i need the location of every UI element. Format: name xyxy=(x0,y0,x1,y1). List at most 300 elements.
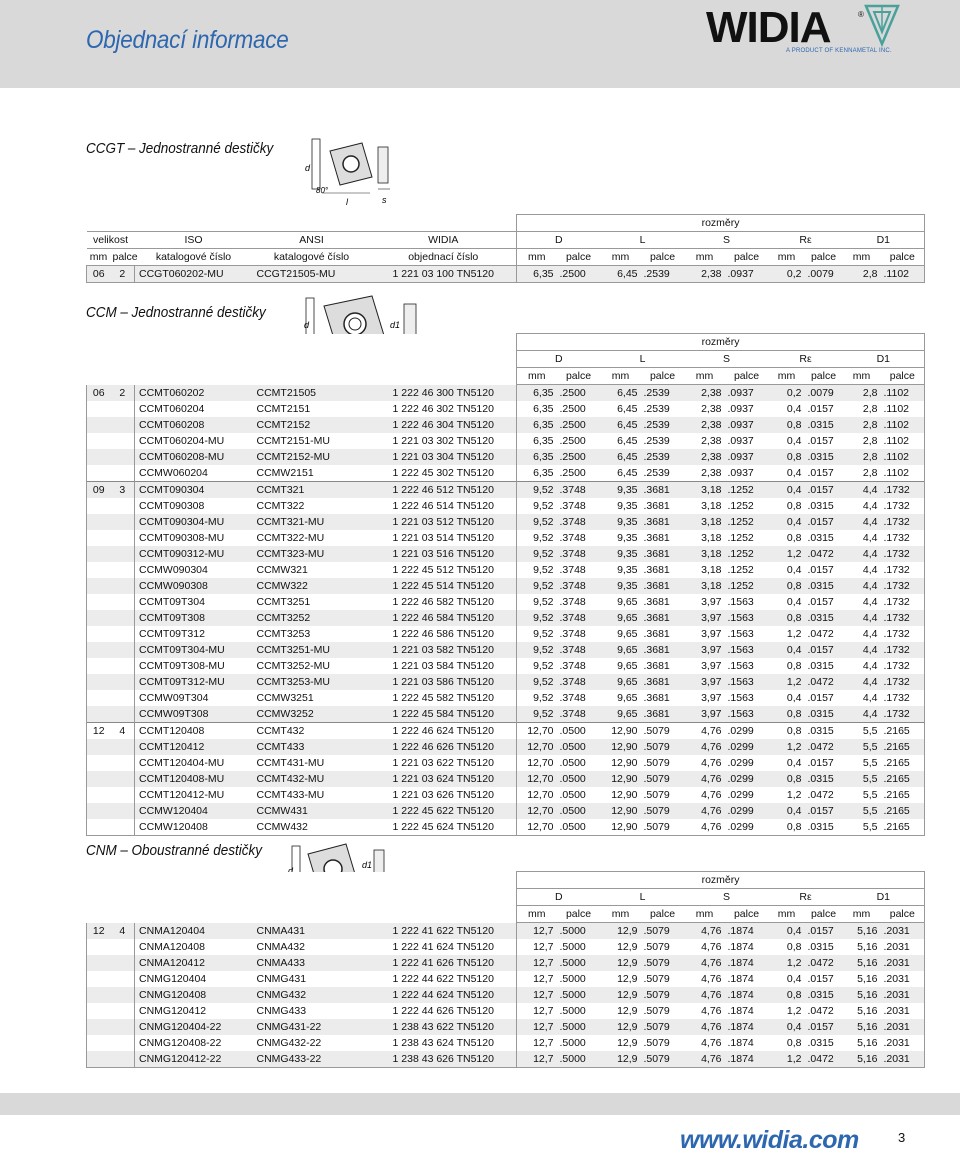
cell-widia: 1 222 46 304 TN5120 xyxy=(371,417,517,433)
cell-d1-mm: 5,16 xyxy=(857,1005,878,1017)
cell-iso: CCGT060202-MU xyxy=(135,266,253,283)
cell-iso: CCMW060204 xyxy=(139,467,208,479)
cell-ansi: CCMT2152 xyxy=(253,417,371,433)
cell-iso: CCMW090308 xyxy=(135,578,253,594)
cell-d1-in: .2031 xyxy=(881,1051,925,1068)
cell-d1-in: .1102 xyxy=(881,465,925,482)
cell-d1-mm: 4,4 xyxy=(862,596,878,608)
cell-size-mm xyxy=(87,610,111,626)
cell-l-in: .3681 xyxy=(641,674,685,690)
cell-widia: 1 221 03 582 TN5120 xyxy=(371,642,517,658)
header-mm: mm xyxy=(601,249,641,266)
table-row xyxy=(87,658,925,674)
cell-re-in: .0315 xyxy=(807,660,834,672)
cell-s-mm: 3,97 xyxy=(701,660,722,672)
header-d: D xyxy=(517,232,601,249)
cell-l-in: .5079 xyxy=(641,739,685,755)
diagram-label-d1: d1 xyxy=(390,320,401,330)
cell-s-mm: 4,76 xyxy=(701,973,722,985)
cell-d1-in: .2031 xyxy=(881,1003,925,1019)
cell-l-in: .5079 xyxy=(641,1019,685,1035)
cell-s-mm: 3,97 xyxy=(685,706,725,723)
cell-d-in: .5000 xyxy=(557,1019,601,1035)
header-l: L xyxy=(601,351,685,368)
header-l: L xyxy=(601,889,685,906)
cell-d-in: .2500 xyxy=(559,467,586,479)
cell-l-in: .3681 xyxy=(643,692,670,704)
cell-s-mm: 2,38 xyxy=(685,417,725,433)
cell-iso: CCMW090304 xyxy=(139,564,208,576)
page-number: 3 xyxy=(898,1130,906,1145)
cell-l-mm: 12,9 xyxy=(601,923,641,940)
cell-d1-mm: 4,4 xyxy=(862,628,878,640)
cell-size-mm: 09 xyxy=(87,482,111,499)
cell-widia: 1 222 46 512 TN5120 xyxy=(371,482,517,499)
cell-size-in xyxy=(111,562,135,578)
cell-re-in: .0315 xyxy=(805,610,843,626)
cell-d1-in: .1732 xyxy=(881,642,925,658)
cell-iso: CCMT060202 xyxy=(135,385,253,402)
cell-d1-in: .1732 xyxy=(881,626,925,642)
cell-widia: 1 221 03 516 TN5120 xyxy=(371,546,517,562)
cell-l-mm: 9,35 xyxy=(617,564,638,576)
table-row xyxy=(87,482,925,499)
cell-d1-in: .1732 xyxy=(881,498,925,514)
cell-s-mm: 4,76 xyxy=(685,987,725,1003)
cell-re-mm: 0,4 xyxy=(769,923,805,940)
cell-s-in: .1252 xyxy=(725,578,769,594)
cell-iso: CCMT060208 xyxy=(135,417,253,433)
cell-widia: 1 222 46 514 TN5120 xyxy=(392,500,494,512)
cell-l-in: .5079 xyxy=(643,789,670,801)
table-row xyxy=(87,385,925,402)
cell-s-mm: 3,18 xyxy=(685,514,725,530)
cell-l-in: .5079 xyxy=(641,1051,685,1068)
cell-size-in xyxy=(111,658,135,674)
cell-size-in xyxy=(111,739,135,755)
cell-l-in: .3681 xyxy=(641,610,685,626)
cell-s-in: .1874 xyxy=(727,941,754,953)
cell-d1-mm: 4,4 xyxy=(843,514,881,530)
cell-s-in: .1874 xyxy=(725,987,769,1003)
header-mm: mm xyxy=(685,368,725,385)
cell-d1-in: .2031 xyxy=(881,987,925,1003)
cell-ansi: CCMT2151-MU xyxy=(256,435,331,447)
cell-size-mm xyxy=(87,1035,111,1051)
cell-re-in: .0315 xyxy=(805,578,843,594)
cell-widia: 1 221 03 512 TN5120 xyxy=(371,514,517,530)
cell-ansi: CNMG431 xyxy=(256,973,307,985)
cell-d-in: .3748 xyxy=(557,546,601,562)
header-mm: mm xyxy=(601,906,641,923)
cell-l-mm: 12,9 xyxy=(601,987,641,1003)
cell-l-mm: 9,35 xyxy=(617,532,638,544)
cell-size-mm xyxy=(87,514,111,530)
cell-d-mm: 9,52 xyxy=(517,498,557,514)
cell-size-in: 4 xyxy=(111,923,135,940)
table-row xyxy=(87,626,925,642)
cell-d1-mm: 5,5 xyxy=(843,803,881,819)
cell-l-mm: 9,65 xyxy=(601,706,641,723)
header-palce: palce xyxy=(641,249,685,266)
cell-s-mm: 3,18 xyxy=(701,564,722,576)
cell-size-in xyxy=(111,546,135,562)
cell-d-in: .0500 xyxy=(559,789,586,801)
cell-d1-in: .1102 xyxy=(881,401,925,417)
cell-re-mm: 0,4 xyxy=(769,642,805,658)
header-mm: mm xyxy=(769,249,805,266)
cell-l-mm: 6,45 xyxy=(617,467,638,479)
cell-size-in xyxy=(111,498,135,514)
cell-size-mm xyxy=(87,498,111,514)
cell-l-mm: 9,65 xyxy=(601,674,641,690)
cell-d-mm: 6,35 xyxy=(517,401,557,417)
cell-re-mm: 0,4 xyxy=(786,403,802,415)
header-d1: D1 xyxy=(843,232,925,249)
cell-d-in: .5000 xyxy=(559,1037,586,1049)
cell-widia: 1 221 03 302 TN5120 xyxy=(392,435,494,447)
cell-size-in xyxy=(111,594,135,610)
cell-s-mm: 4,76 xyxy=(701,789,722,801)
cell-iso: CCMT09T304-MU xyxy=(135,642,253,658)
section-subtitle: Oboustranné destičky xyxy=(131,842,263,859)
cell-ansi: CNMG431-22 xyxy=(253,1019,371,1035)
cell-l-in: .2539 xyxy=(643,467,670,479)
cell-size-in xyxy=(111,1035,135,1051)
cell-d1-in: .1102 xyxy=(881,417,925,433)
header-rozmery: rozměry xyxy=(517,215,925,232)
cell-size-mm xyxy=(87,658,111,674)
cell-d-in: .0500 xyxy=(557,771,601,787)
ccgt-table xyxy=(86,214,925,283)
cell-iso: CNMA120404 xyxy=(135,923,253,940)
cell-iso: CCMT090312-MU xyxy=(135,546,253,562)
cell-d-mm: 6,35 xyxy=(517,385,557,402)
cell-size-in xyxy=(111,1003,135,1019)
cell-d-in: .3748 xyxy=(557,578,601,594)
cell-re-mm: 0,4 xyxy=(786,692,802,704)
cell-d1-in: .1732 xyxy=(881,578,925,594)
cell-re-mm: 1,2 xyxy=(769,674,805,690)
cell-ansi: CCMT321-MU xyxy=(253,514,371,530)
cell-size-mm xyxy=(87,739,111,755)
cell-s-mm: 3,97 xyxy=(685,610,725,626)
table-row xyxy=(87,923,925,940)
cell-re-in: .0315 xyxy=(805,417,843,433)
cell-d-in: .2500 xyxy=(559,435,586,447)
cell-d-mm: 12,70 xyxy=(517,819,557,836)
cell-l-mm: 9,35 xyxy=(601,578,641,594)
cell-re-mm: 0,8 xyxy=(769,610,805,626)
cell-d1-mm: 5,16 xyxy=(843,923,881,940)
cell-widia: 1 222 45 302 TN5120 xyxy=(392,467,494,479)
cell-l-mm: 9,65 xyxy=(617,628,638,640)
cell-d1-in: .1732 xyxy=(881,530,925,546)
cell-size-in xyxy=(111,955,135,971)
header-ansi-sub: katalogové číslo xyxy=(253,249,371,266)
cell-s-in: .0299 xyxy=(725,739,769,755)
header-palce: palce xyxy=(881,368,925,385)
cell-l-in: .3681 xyxy=(641,642,685,658)
cell-size-mm xyxy=(87,1051,111,1068)
cell-size-in xyxy=(111,401,135,417)
cell-widia: 1 221 03 304 TN5120 xyxy=(371,449,517,465)
cell-ansi: CCMT3252-MU xyxy=(256,660,331,672)
cell-d-in: .0500 xyxy=(557,803,601,819)
cell-d1-in: .1732 xyxy=(881,610,925,626)
cell-re-in: .0157 xyxy=(805,803,843,819)
cell-l-mm: 12,90 xyxy=(611,789,638,801)
cell-d1-mm: 4,4 xyxy=(862,564,878,576)
cell-widia: 1 222 44 622 TN5120 xyxy=(392,973,494,985)
cell-ansi: CCMT322 xyxy=(256,500,305,512)
cell-d-mm: 9,52 xyxy=(517,626,557,642)
cell-size-mm xyxy=(87,771,111,787)
header-re: Rε xyxy=(769,351,843,368)
cell-iso: CCMT120404-MU xyxy=(139,757,225,769)
cell-ansi: CCMW2151 xyxy=(256,467,314,479)
cell-d-mm: 9,52 xyxy=(517,530,557,546)
cell-widia: 1 222 41 624 TN5120 xyxy=(392,941,494,953)
cell-l-in: .2539 xyxy=(641,385,685,402)
cell-re-mm: 0,4 xyxy=(769,514,805,530)
cell-re-mm: 0,4 xyxy=(786,435,802,447)
cell-size-mm: 06 xyxy=(87,266,111,283)
section-title-ccm: CCM – Jednostranné destičky xyxy=(86,304,266,321)
cell-l-mm: 6,45 xyxy=(617,435,638,447)
cell-size-in: 2 xyxy=(111,266,135,283)
cell-d1-in: .1732 xyxy=(881,690,925,706)
cell-ansi: CNMA433 xyxy=(253,955,371,971)
cell-l-in: .5079 xyxy=(643,757,670,769)
cell-d-in: .2500 xyxy=(557,417,601,433)
cell-size-mm: 12 xyxy=(87,923,111,940)
table-row xyxy=(87,266,925,283)
cell-d-mm: 9,52 xyxy=(517,562,557,578)
cell-l-in: .5079 xyxy=(641,771,685,787)
cell-size-in xyxy=(111,530,135,546)
cell-s-in: .1874 xyxy=(725,1051,769,1068)
header-mm: mm xyxy=(769,906,805,923)
cell-d1-mm: 2,8 xyxy=(862,435,878,447)
cell-re-in: .0157 xyxy=(805,482,843,499)
cell-l-in: .3681 xyxy=(641,514,685,530)
cell-d-mm: 6,35 xyxy=(517,266,557,283)
cell-ansi: CCMT2152-MU xyxy=(253,449,371,465)
section-subtitle: Jednostranné destičky xyxy=(131,304,266,321)
header-rozmery: rozměry xyxy=(517,872,925,889)
cell-d-in: .3748 xyxy=(557,642,601,658)
website-link[interactable]: www.widia.com xyxy=(680,1126,859,1154)
cell-s-in: .0937 xyxy=(725,266,769,283)
cell-iso: CCMT09T304 xyxy=(139,596,205,608)
header-mm: mm xyxy=(87,249,111,266)
cell-iso: CNMG120404-22 xyxy=(135,1019,253,1035)
cell-l-in: .5079 xyxy=(641,803,685,819)
cell-d-mm: 12,7 xyxy=(517,971,557,987)
cell-d1-in: .1102 xyxy=(881,449,925,465)
cell-d1-mm: 2,8 xyxy=(843,417,881,433)
cell-d-in: .3748 xyxy=(557,674,601,690)
cell-iso: CNMA120412 xyxy=(135,955,253,971)
cell-size-mm xyxy=(87,642,111,658)
cell-re-mm: 0,8 xyxy=(769,578,805,594)
header-palce: palce xyxy=(111,249,135,266)
cell-ansi: CCMW432 xyxy=(253,819,371,836)
cell-d1-mm: 5,5 xyxy=(862,789,878,801)
cell-l-mm: 12,9 xyxy=(601,955,641,971)
cell-l-mm: 9,35 xyxy=(601,482,641,499)
cell-l-mm: 6,45 xyxy=(601,266,641,283)
cell-ansi: CNMG432-22 xyxy=(256,1037,322,1049)
cell-re-mm: 0,4 xyxy=(769,803,805,819)
cell-widia: 1 222 45 584 TN5120 xyxy=(371,706,517,723)
cell-ansi: CNMA432 xyxy=(256,941,305,953)
diagram-label-l: l xyxy=(346,197,348,207)
ccgt-insert-diagram xyxy=(300,133,410,213)
cell-iso: CCMW09T308 xyxy=(135,706,253,723)
cell-size-mm xyxy=(87,401,111,417)
cell-re-in: .0472 xyxy=(807,789,834,801)
cell-s-mm: 4,76 xyxy=(701,757,722,769)
cell-l-mm: 9,35 xyxy=(601,514,641,530)
cell-widia: 1 222 46 582 TN5120 xyxy=(392,596,494,608)
cell-re-in: .0315 xyxy=(807,1037,834,1049)
header-mm: mm xyxy=(769,368,805,385)
table-row xyxy=(87,987,925,1003)
cell-s-in: .0299 xyxy=(727,789,754,801)
diagram-label-angle: 80° xyxy=(316,186,329,195)
cell-ansi: CCMT3251-MU xyxy=(253,642,371,658)
cell-widia: 1 222 45 624 TN5120 xyxy=(371,819,517,836)
section-subtitle: Jednostranné destičky xyxy=(138,140,274,157)
cell-l-mm: 12,90 xyxy=(601,803,641,819)
cell-size-in xyxy=(111,578,135,594)
cell-s-mm: 3,18 xyxy=(701,500,722,512)
cell-d1-mm: 4,4 xyxy=(843,642,881,658)
cnm-table xyxy=(86,871,925,1068)
cell-re-mm: 0,4 xyxy=(786,973,802,985)
cell-iso: CCMT060204 xyxy=(139,403,205,415)
cell-size-mm xyxy=(87,449,111,465)
table-row xyxy=(87,1019,925,1035)
cell-ansi: CCMT433 xyxy=(253,739,371,755)
cell-re-in: .0315 xyxy=(805,723,843,740)
cell-d1-in: .2031 xyxy=(881,955,925,971)
cell-widia: 1 222 44 624 TN5120 xyxy=(371,987,517,1003)
cell-l-in: .5079 xyxy=(641,819,685,836)
cell-l-mm: 6,45 xyxy=(617,403,638,415)
table-row xyxy=(87,433,925,449)
cell-l-mm: 6,45 xyxy=(601,417,641,433)
table-row xyxy=(87,803,925,819)
cell-s-in: .0299 xyxy=(725,803,769,819)
cell-l-mm: 12,9 xyxy=(601,1019,641,1035)
cell-d-in: .3748 xyxy=(559,500,586,512)
cell-re-in: .0315 xyxy=(805,771,843,787)
cell-d-mm: 9,52 xyxy=(517,514,557,530)
cell-s-in: .0937 xyxy=(727,403,754,415)
page-title: Objednací informace xyxy=(86,26,289,54)
cell-s-in: .1252 xyxy=(727,564,754,576)
header-mm: mm xyxy=(685,249,725,266)
cell-s-mm: 4,76 xyxy=(685,739,725,755)
cell-d1-mm: 4,4 xyxy=(843,578,881,594)
cell-widia: 1 222 45 582 TN5120 xyxy=(392,692,494,704)
cell-size-in xyxy=(111,1019,135,1035)
header-palce: palce xyxy=(557,249,601,266)
cell-widia: 1 222 46 624 TN5120 xyxy=(371,723,517,740)
cell-l-in: .2539 xyxy=(643,435,670,447)
cell-s-in: .1874 xyxy=(727,973,754,985)
table-row xyxy=(87,690,925,706)
cell-size-mm xyxy=(87,626,111,642)
cell-l-in: .5079 xyxy=(641,723,685,740)
cell-d1-mm: 2,8 xyxy=(862,403,878,415)
cell-d1-in: .2031 xyxy=(881,971,925,987)
cell-s-mm: 3,97 xyxy=(701,628,722,640)
cell-s-mm: 4,76 xyxy=(701,1037,722,1049)
cell-l-mm: 12,90 xyxy=(611,757,638,769)
header-palce: palce xyxy=(881,906,925,923)
cell-d1-in: .1732 xyxy=(881,594,925,610)
cell-d-mm: 12,7 xyxy=(517,923,557,940)
cell-re-in: .0472 xyxy=(805,674,843,690)
cell-widia: 1 222 46 586 TN5120 xyxy=(392,628,494,640)
cell-re-in: .0157 xyxy=(805,514,843,530)
header-palce: palce xyxy=(641,906,685,923)
cell-re-in: .0315 xyxy=(805,987,843,1003)
header-palce: palce xyxy=(725,368,769,385)
cell-d1-in: .2031 xyxy=(881,939,925,955)
cell-ansi: CCMW3251 xyxy=(256,692,314,704)
cell-s-in: .0299 xyxy=(725,723,769,740)
table-row xyxy=(87,610,925,626)
cell-s-mm: 3,97 xyxy=(685,674,725,690)
cell-d-in: .5000 xyxy=(557,955,601,971)
cell-iso: CCMT09T308-MU xyxy=(139,660,225,672)
table-row xyxy=(87,1051,925,1068)
cell-re-in: .0315 xyxy=(805,819,843,836)
section-code: CCGT xyxy=(86,140,125,157)
cell-d1-in: .1102 xyxy=(881,266,925,283)
widia-triangle-icon xyxy=(862,4,902,48)
cell-l-in: .3681 xyxy=(643,564,670,576)
cell-d-in: .3748 xyxy=(559,596,586,608)
cell-ansi: CCGT21505-MU xyxy=(253,266,371,283)
logo-tagline: A PRODUCT OF KENNAMETAL INC. xyxy=(786,48,892,54)
cell-d1-mm: 5,16 xyxy=(843,987,881,1003)
cell-d-in: .3748 xyxy=(559,532,586,544)
cell-re-mm: 1,2 xyxy=(786,1005,802,1017)
cell-size-mm xyxy=(87,546,111,562)
cell-l-in: .5079 xyxy=(643,1037,670,1049)
cell-d-mm: 12,7 xyxy=(517,987,557,1003)
header-ansi: ANSI xyxy=(253,232,371,249)
table-row xyxy=(87,578,925,594)
cell-s-mm: 4,76 xyxy=(685,923,725,940)
ccm-table xyxy=(86,333,925,836)
cell-size-mm xyxy=(87,971,111,987)
cell-s-mm: 4,76 xyxy=(701,1005,722,1017)
diagram-label-d1: d1 xyxy=(362,860,373,870)
cell-s-mm: 3,97 xyxy=(685,642,725,658)
cell-d1-in: .1732 xyxy=(881,706,925,723)
cell-d-mm: 12,70 xyxy=(517,771,557,787)
cell-widia: 1 238 43 622 TN5120 xyxy=(371,1019,517,1035)
cell-l-in: .5079 xyxy=(641,955,685,971)
cell-l-mm: 12,9 xyxy=(617,973,638,985)
